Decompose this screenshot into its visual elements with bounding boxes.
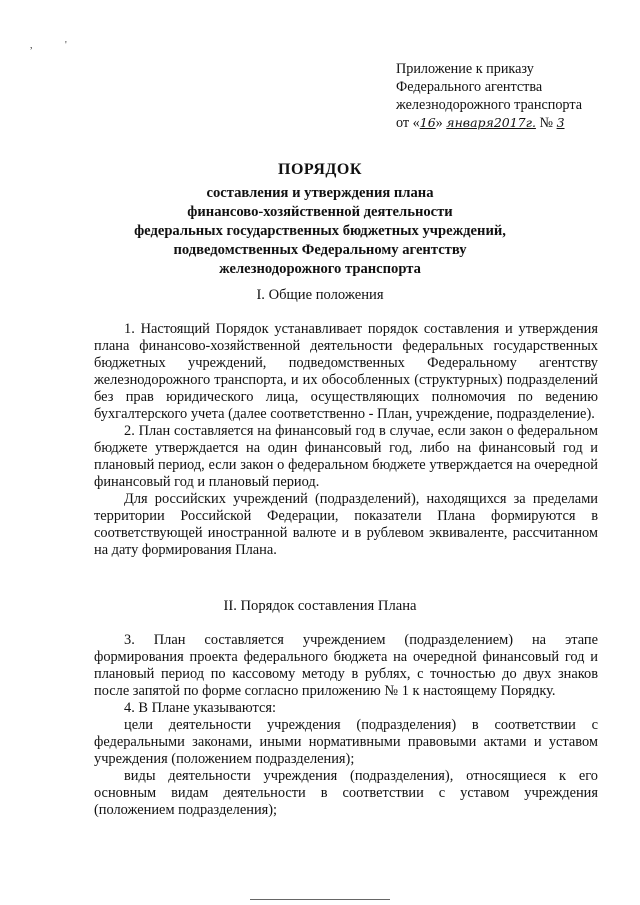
scan-mark: , — [30, 40, 33, 51]
paragraph: Для российских учреждений (подразделений), находящихся за пределами территории Российской Федерации, показатели Плана формируются в соответствующей иностранной валюте и в рублевом эквиваленте, рассчитанном на дату формирования Плана. — [94, 491, 598, 558]
paragraph: 2. План составляется на финансовый год в случае, если закон о федеральном бюджете утверждается на один финансовый год, либо на финансовый год и плановый период, если закон о федеральном бюджете утверждается на очередной финансовый год и плановый период. — [94, 423, 598, 490]
title-main: ПОРЯДОК — [278, 161, 362, 178]
paragraph: 3. План составляется учреждением (подразделением) на этапе формирования проекта федерального бюджета на очередной финансовый год и плановый период по кассовому методу в рублях, с точностью до двух знаков после запятой по форме согласно приложению № 1 к настоящему Порядку. — [94, 632, 598, 699]
paragraph: 1. Настоящий Порядок устанавливает порядок составления и утверждения плана финансово-хозяйственной деятельности федеральных государственных бюджетных учреждений, подведомственных Федеральному агентству железнодорожного транспорта, и их обособленных (структурных) подразделений без прав юридического лица, осуществляющих полномочия по ведению бухгалтерского учета (далее соответственно - План, учреждение, подразделение). — [94, 321, 598, 422]
section-heading: I. Общие положения — [256, 287, 384, 303]
paragraph: цели деятельности учреждения (подразделения) в соответствии с федеральными законами, иными нормативными правовыми актами и уставом учреждения (положением подразделения); — [94, 717, 598, 767]
approval-line: Федерального агентства — [396, 79, 543, 95]
scan-marks — [30, 40, 97, 51]
approval-line: железнодорожного транспорта — [396, 97, 583, 113]
scan-mark: ' — [65, 40, 67, 51]
title-line: железнодорожного транспорта — [219, 261, 421, 277]
approval-date-line — [396, 114, 626, 132]
approval-line: Приложение к приказу — [396, 61, 534, 77]
title-line: федеральных государственных бюджетных учреждений, — [134, 223, 506, 239]
paragraph: 4. В Плане указываются: — [124, 700, 276, 716]
number-prefix: № — [535, 115, 557, 131]
date-day: 16 — [419, 115, 436, 130]
title-line: составления и утверждения плана — [206, 185, 434, 201]
section-body — [94, 321, 598, 559]
approval-block — [396, 60, 626, 132]
date-month-year: января2017г. — [446, 115, 536, 130]
title-line: подведомственных Федеральному агентству — [173, 242, 467, 258]
document-title — [100, 160, 540, 279]
page-edge-line — [250, 899, 390, 900]
order-number: 3 — [556, 115, 565, 130]
paragraph: виды деятельности учреждения (подразделения), относящиеся к его основным видам деятельности в соответствии с уставом учреждения (положением подразделения); — [94, 768, 598, 818]
title-line: финансово-хозяйственной деятельности — [187, 204, 453, 220]
section-body — [94, 632, 598, 819]
date-mid: » — [435, 115, 447, 131]
section-heading: II. Порядок составления Плана — [223, 598, 417, 614]
date-prefix: от « — [396, 115, 420, 131]
